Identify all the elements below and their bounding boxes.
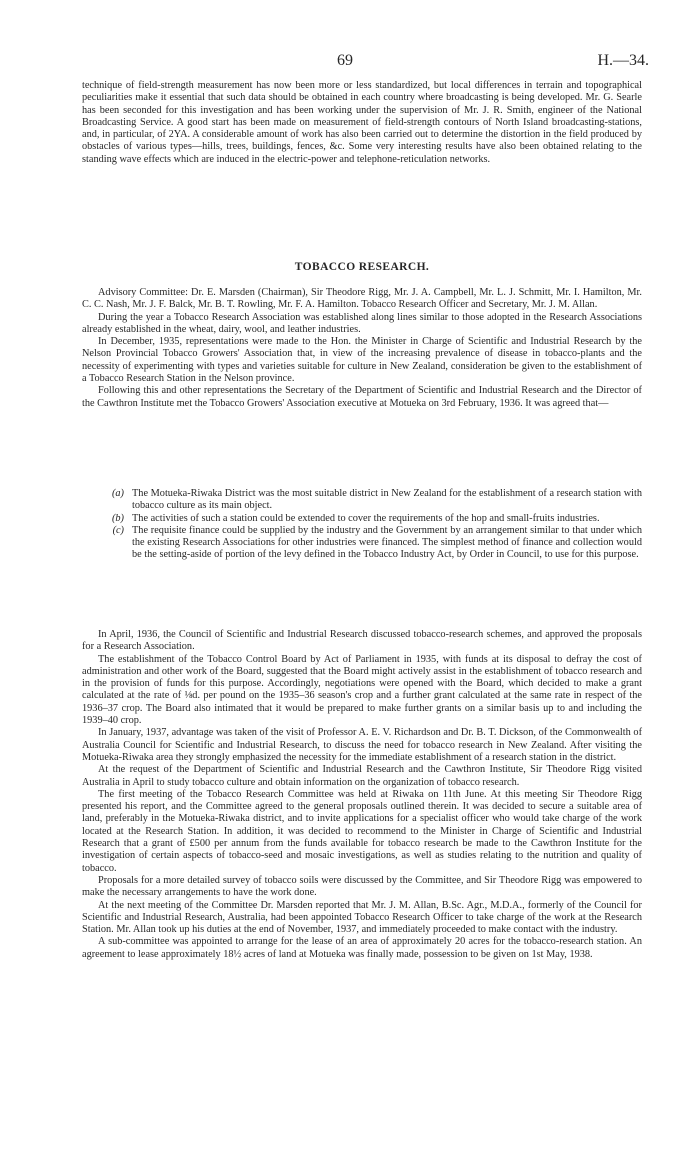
list-item-label: (a): [111, 488, 124, 499]
document-reference: H.—34.: [597, 52, 649, 69]
list-item: [82, 525, 642, 562]
body-paragraph: Proposals for a more detailed survey of tobacco soils were discussed by the Committee, and Sir Theodore Rigg was empowered to make the necessary arrangements to have the work done.: [82, 874, 642, 899]
list-item-text: The Motueka-Riwaka District was the most suitable district in New Zealand for the establishment of a research station with tobacco culture as its main object.: [132, 488, 642, 512]
body-paragraph: The first meeting of the Tobacco Research Committee was held at Riwaka on 11th June. At this meeting Sir Theodore Rigg presented his report, and the Committee agreed to the general proposals outlined therein. It was decided to secure a suitable area of land, preferably in the Motueka-Riwaka district, and to invite applications for a specialist officer who would take charge of the work located at the Research Station. In addition, it was decided to recommend to the Minister in Charge of Scientific and Industrial Research that a grant of £500 per annum from the funds available for tobacco research be made to the Cawthron Institute for the investigation of certain aspects of tobacco-seed and mosaic investigations, as well as studies relating to the nutrition and quality of tobacco.: [82, 788, 642, 874]
section-body-before: [82, 287, 642, 410]
body-paragraph: Following this and other representations the Secretary of the Department of Scientific and Industrial Research and the Director of the Cawthron Institute met the Tobacco Growers' Association executive at Motueka on 3rd February, 1936. It was agreed that—: [82, 385, 642, 409]
list-item: [82, 488, 642, 513]
body-paragraph: At the next meeting of the Committee Dr. Marsden reported that Mr. J. M. Allan, B.Sc. Agr., M.D.A., formerly of the Council for Scientific and Industrial Research, Australia, had been appointed Tobacco Research Officer to take charge of the work at the Research Station. Mr. Allan took up his duties at the end of November, 1937, and immediately proceeded to make contact with the industry.: [82, 899, 642, 936]
list-item: [82, 513, 642, 525]
section-body-after: [82, 629, 642, 961]
list-item-label: (c): [112, 524, 124, 536]
page-header: [82, 52, 649, 72]
list-item-text: The requisite finance could be supplied by the industry and the Government by an arrangement similar to that under which the existing Research Associations for other industries were financed. The simplest method of finance and collection would be the setting-aside of portion of the levy defined in the Tobacco Industry Act, by Order in Council, to use for this purpose.: [132, 524, 642, 561]
body-paragraph: In December, 1935, representations were made to the Hon. the Minister in Charge of Scientific and Industrial Research by the Nelson Provincial Tobacco Growers' Association that, in view of the increasing prevalence of disease in tobacco-plants and the necessity of experimenting with types and varieties suitable for culture in New Zealand, consideration be given to the establishment of a Tobacco Research Station in the Nelson province.: [82, 336, 642, 385]
list-item-text: The activities of such a station could be extended to cover the requirements of the hop and small-fruits industries.: [132, 512, 600, 524]
list-item-label: (b): [111, 512, 124, 524]
committee-paragraph: Advisory Committee: Dr. E. Marsden (Chairman), Sir Theodore Rigg, Mr. J. A. Campbell, Mr. L. J. Schmitt, Mr. I. Hamilton, Mr. C. C. Nash, Mr. J. F. Balck, Mr. B. T. Rowling, Mr. F. A. Hamilton. Tobacco Research Officer and Secretary, Mr. J. M. Allan.: [82, 287, 642, 311]
body-paragraph: A sub-committee was appointed to arrange for the lease of an area of approximately 20 acres for the tobacco-research station. An agreement to lease approximately 18½ acres of land at Motueka was finally made, possession to be given on 1st May, 1938.: [82, 936, 642, 960]
agreement-list: [82, 488, 642, 562]
body-paragraph: At the request of the Department of Scientific and Industrial Research and the Cawthron Institute, Sir Theodore Rigg visited Australia in April to study tobacco culture and obtain information on the organization of tobacco research.: [82, 764, 642, 788]
body-paragraph: The establishment of the Tobacco Control Board by Act of Parliament in 1935, with funds at its disposal to defray the cost of administration and other work of the Board, suggested that the Board might actively assist in the establishment of tobacco research and in the provision of funds for this purpose. Accordingly, negotiations were opened with the Board, which decided to make a grant calculated at the rate of ⅛d. per pound on the 1935–36 season's crop and a further grant calculated at the same rate in respect of the 1936–37 crop. The Board also intimated that it would be prepared to make further grants on a similar basis up to and including the 1939–40 crop.: [82, 653, 642, 727]
page-number: 69: [337, 52, 353, 69]
body-paragraph: In April, 1936, the Council of Scientific and Industrial Research discussed tobacco-research schemes, and approved the proposals for a Research Association.: [82, 629, 642, 653]
section-title: TOBACCO RESEARCH.: [294, 261, 430, 273]
body-paragraph: In January, 1937, advantage was taken of the visit of Professor A. E. V. Richardson and Dr. B. T. Dickson, of the Commonwealth of Australia Council for Scientific and Industrial Research, to discuss the need for tobacco research in New Zealand. After visiting the Motueka-Riwaka area they strongly emphasized the necessity for the immediate establishment of a research station in the district.: [82, 727, 642, 763]
intro-paragraph: technique of field-strength measurement has now been more or less standardized, but local differences in terrain and topographical peculiarities make it essential that such data should be obtained in each country where broadcasting is being developed. Mr. G. Searle has been seconded for this investigation and has been working under the supervision of Mr. J. R. Smith, engineer of the National Broadcasting Service. A good start has been made on measurement of field-strength contours of North Island broadcasting-stations, and, in particular, of 2YA. A considerable amount of work has also been carried out to determine the distortion in the field produced by obstacles of various types—hills, trees, buildings, fences, &c. Some very interesting results have also been obtained relating to the standing wave effects which are induced in the electric-power and telephone-reticulation networks.: [82, 80, 642, 165]
body-paragraph: During the year a Tobacco Research Association was established along lines similar to those adopted in the Research Associations already established in the wheat, dairy, wool, and leather industries.: [82, 311, 642, 335]
